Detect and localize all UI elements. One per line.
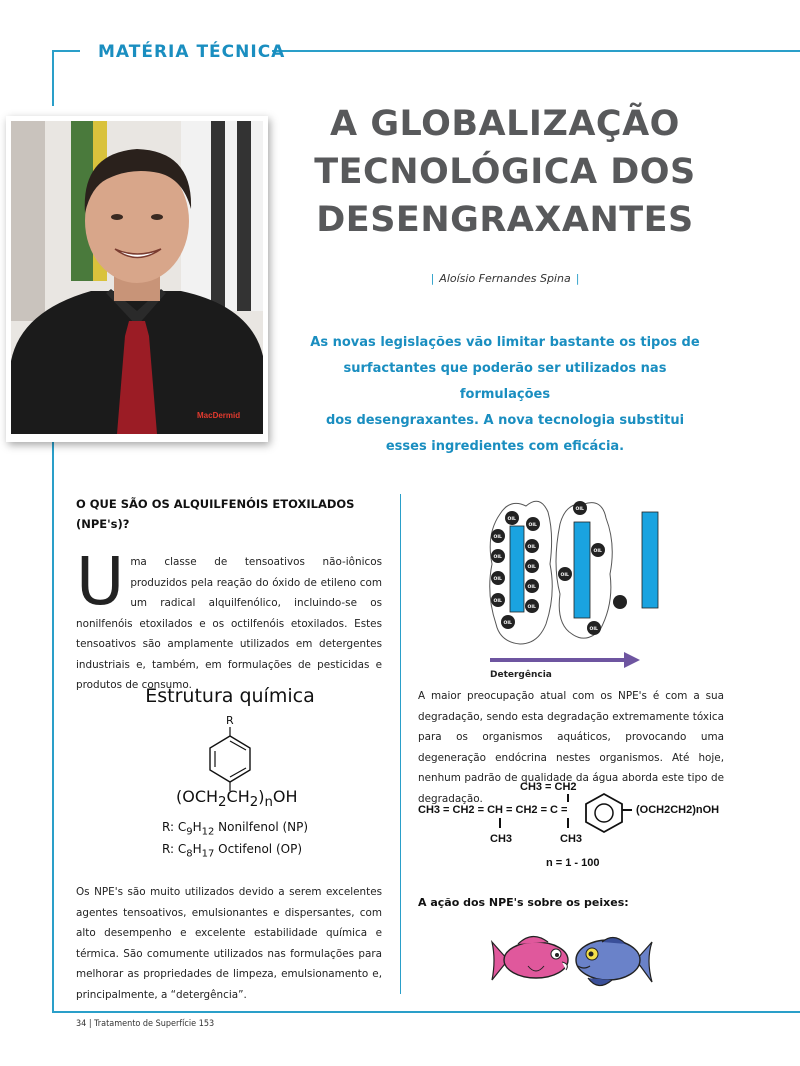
author-bar-left: |: [430, 272, 435, 285]
oil-label: OIL: [493, 599, 502, 604]
chem-op-line: R: $C_8H_{17}$ Octifenol (OP): [162, 842, 303, 860]
struct-n-range: n = 1 - 100: [546, 857, 600, 869]
frame-bottom: [52, 1011, 800, 1013]
pink-fish-icon: [492, 936, 568, 980]
badge-text: MacDermid: [197, 411, 241, 420]
paragraph-3: A maior preocupação atual com os NPE's é com a sua degradação, sendo esta degradação extremamente tóxica para os organismos aquáticos, provocando uma degeneração endócrina nestes organismos. Até hoje, nenhum padrão de qualidade da água aborda este tipo de degradação.: [418, 690, 724, 805]
title-line-1: A GLOBALIZAÇÃO: [330, 104, 680, 144]
struct-bottom-right: CH3: [560, 833, 583, 845]
struct-tail: (OCH2CH2)nOH: [636, 804, 720, 816]
struct-bottom-left: CH3: [490, 833, 513, 845]
title-line-3: DESENGRAXANTES: [316, 200, 694, 240]
oil-label: OIL: [527, 605, 536, 610]
detergency-diagram: [476, 494, 676, 674]
oil-label: OIL: [527, 585, 536, 590]
lead-line-2: surfactantes que poderão ser utilizados nas formulações: [343, 361, 667, 402]
oil-label: OIL: [493, 535, 502, 540]
frame-top-left: [52, 50, 80, 52]
column-divider: [400, 494, 401, 994]
oil-label: OIL: [493, 577, 502, 582]
section-label: MATÉRIA TÉCNICA: [98, 42, 286, 62]
oil-label: OIL: [503, 621, 512, 626]
benzene-ring-diagram: [160, 712, 300, 792]
oil-label: OIL: [527, 545, 536, 550]
title-line-2: TECNOLÓGICA DOS: [314, 152, 696, 192]
section-heading: O QUE SÃO OS ALQUILFENÓIS ETOXILADOS (NPE's)?: [76, 497, 355, 531]
author-bar-right: |: [575, 272, 580, 285]
author-byline: [300, 272, 710, 285]
paragraph-1-text: ma classe de tensoativos não-iônicos produzidos pela reação do óxido de etileno com um radical alquilfenólico, incluindo-se os nonilfenóis etoxilados e os octilfenóis etoxilados. Estes tensoativos são amplamente utilizados em detergentes industriais e, também, em formulações de pesticidas e produtos de consumo.: [76, 556, 382, 691]
paragraph-1: [76, 543, 382, 696]
frame-left-upper: [52, 50, 54, 106]
chem-formula: $(OCH_2CH_2)_nOH$: [176, 787, 298, 811]
lead-paragraph: [300, 330, 710, 460]
lead-line-1: As novas legislações vão limitar bastante os tipos de: [310, 335, 700, 350]
fish-heading: A ação dos NPE's sobre os peixes:: [418, 896, 629, 909]
chem-structure-title: Estrutura química: [145, 685, 315, 707]
chem-r-label: R: [226, 714, 234, 727]
fish-illustration: [488, 930, 658, 994]
oil-label: OIL: [527, 565, 536, 570]
oil-label: OIL: [493, 555, 502, 560]
oil-label: OIL: [589, 627, 598, 632]
lead-line-4: esses ingredientes com eficácia.: [385, 439, 625, 454]
lead-line-3: dos desengraxantes. A nova tecnologia substitui: [325, 413, 685, 428]
author-name: Aloísio Fernandes Spina: [439, 272, 571, 285]
frame-top-right: [272, 50, 800, 52]
detergencia-label: Detergência: [490, 670, 552, 680]
struct-top: CH3 = CH2: [520, 781, 577, 793]
oil-label: OIL: [528, 523, 537, 528]
chem-np-line: R: $C_9H_{12}$ Nonilfenol (NP): [162, 820, 309, 838]
article-title: [290, 100, 720, 244]
struct-main: CH3 = CH2 = CH = CH2 = C =: [418, 804, 568, 816]
blue-fish-icon: [576, 937, 652, 985]
drop-cap: U: [76, 543, 125, 620]
npe-structural-formula: [418, 780, 738, 872]
frame-left-lower: [52, 442, 54, 1012]
oil-label: OIL: [575, 507, 584, 512]
oil-label: OIL: [560, 573, 569, 578]
page-footer: 34 | Tratamento de Superfície 153: [76, 1019, 215, 1029]
oil-label: OIL: [507, 517, 516, 522]
author-photo: [6, 116, 268, 442]
oil-label: OIL: [593, 549, 602, 554]
paragraph-2: Os NPE's são muito utilizados devido a serem excelentes agentes tensoativos, emulsionantes e dispersantes, com alto desempenho e excelente estabilidade química e térmica. São comumente utilizados nas formulações para melhorar as propriedades de limpeza, emulsionamento e, principalmente, a “detergência”.: [76, 886, 382, 1001]
